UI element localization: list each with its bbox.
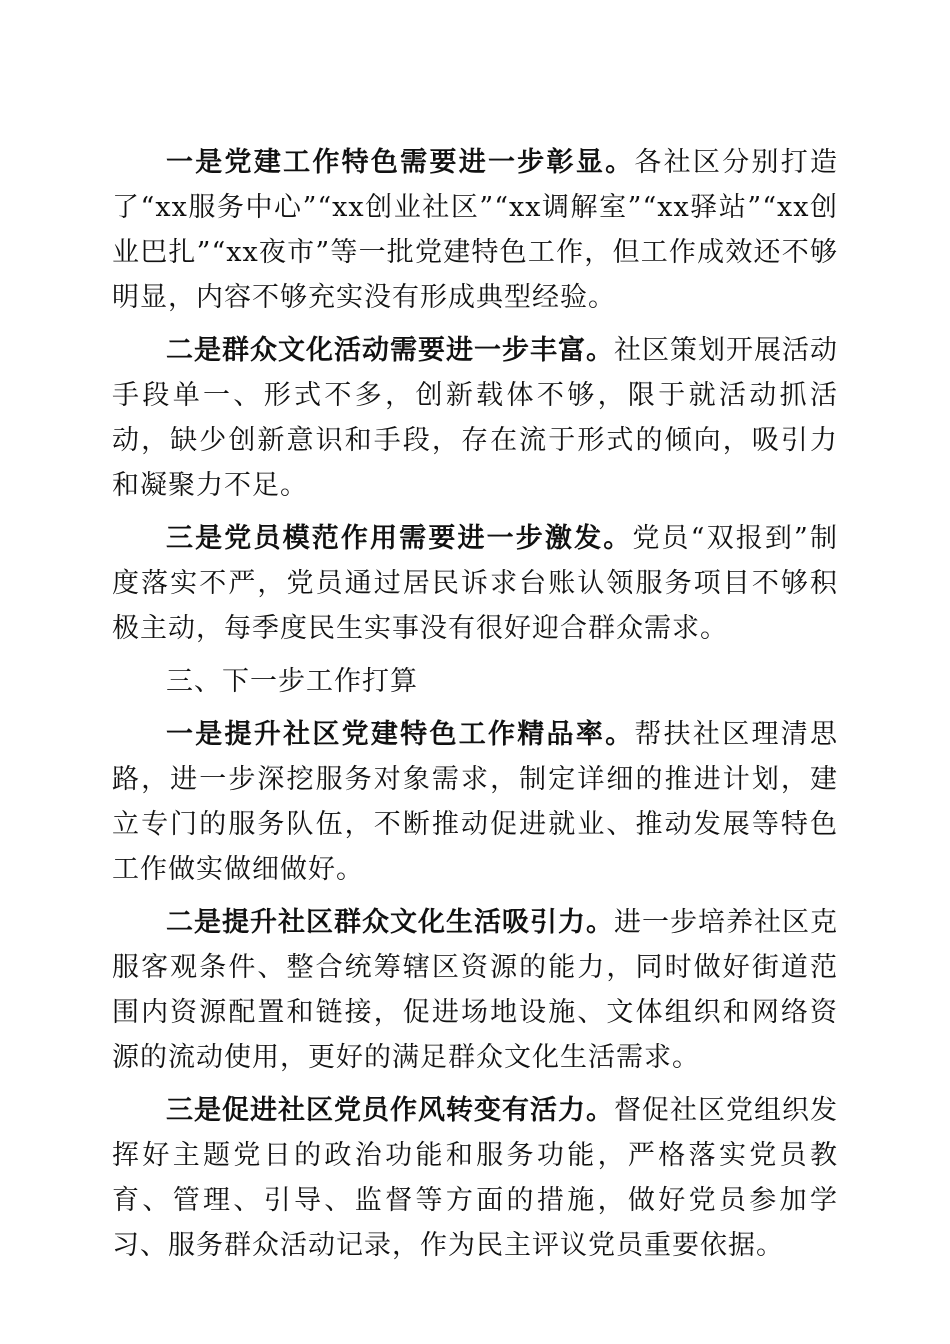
paragraph-party-building-feature [112, 140, 838, 320]
section-heading: 三、下一步工作打算 [166, 666, 418, 697]
paragraph-lead: 三是党员模范作用需要进一步激发。 [166, 523, 633, 554]
paragraph-party-member-role [112, 516, 838, 651]
paragraph-member-style [112, 1088, 838, 1268]
paragraph-body: 进一步培养社区克服客观条件、整合统筹辖区资源的能力，同时做好街道范围内资源配置和链接，促进场地设施、文体组织和网络资源的流动使用，更好的满足群众文化生活需求。 [112, 907, 838, 1073]
paragraph-lead: 一是党建工作特色需要进一步彰显。 [166, 147, 635, 178]
paragraph-body: 党员“双报到”制度落实不严，党员通过居民诉求台账认领服务项目不够积极主动，每季度民生实事没有很好迎合群众需求。 [112, 523, 838, 644]
paragraph-cultural-activities [112, 328, 838, 508]
paragraph-body: 各社区分别打造了“xx服务中心”“xx创业社区”“xx调解室”“xx驿站”“xx创业巴扎”“xx夜市”等一批党建特色工作，但工作成效还不够明显，内容不够充实没有形成典型经验。 [112, 147, 839, 313]
paragraph-lead: 三是促进社区党员作风转变有活力。 [166, 1095, 614, 1126]
paragraph-improve-attraction [112, 900, 838, 1080]
paragraph-lead: 二是提升社区群众文化生活吸引力。 [166, 907, 614, 938]
paragraph-body: 社区策划开展活动手段单一、形式不多，创新载体不够，限于就活动抓活动，缺少创新意识和手段，存在流于形式的倾向，吸引力和凝聚力不足。 [112, 335, 838, 501]
paragraph-lead: 一是提升社区党建特色工作精品率。 [166, 719, 635, 750]
paragraph-body: 督促社区党组织发挥好主题党日的政治功能和服务功能，严格落实党员教育、管理、引导、监督等方面的措施，做好党员参加学习、服务群众活动记录，作为民主评议党员重要依据。 [112, 1095, 838, 1261]
paragraph-body: 帮扶社区理清思路，进一步深挖服务对象需求，制定详细的推进计划，建立专门的服务队伍，不断推动促进就业、推动发展等特色工作做实做细做好。 [112, 719, 839, 885]
document-page [112, 140, 838, 1276]
paragraph-improve-quality-rate [112, 712, 838, 892]
paragraph-lead: 二是群众文化活动需要进一步丰富。 [166, 335, 614, 366]
